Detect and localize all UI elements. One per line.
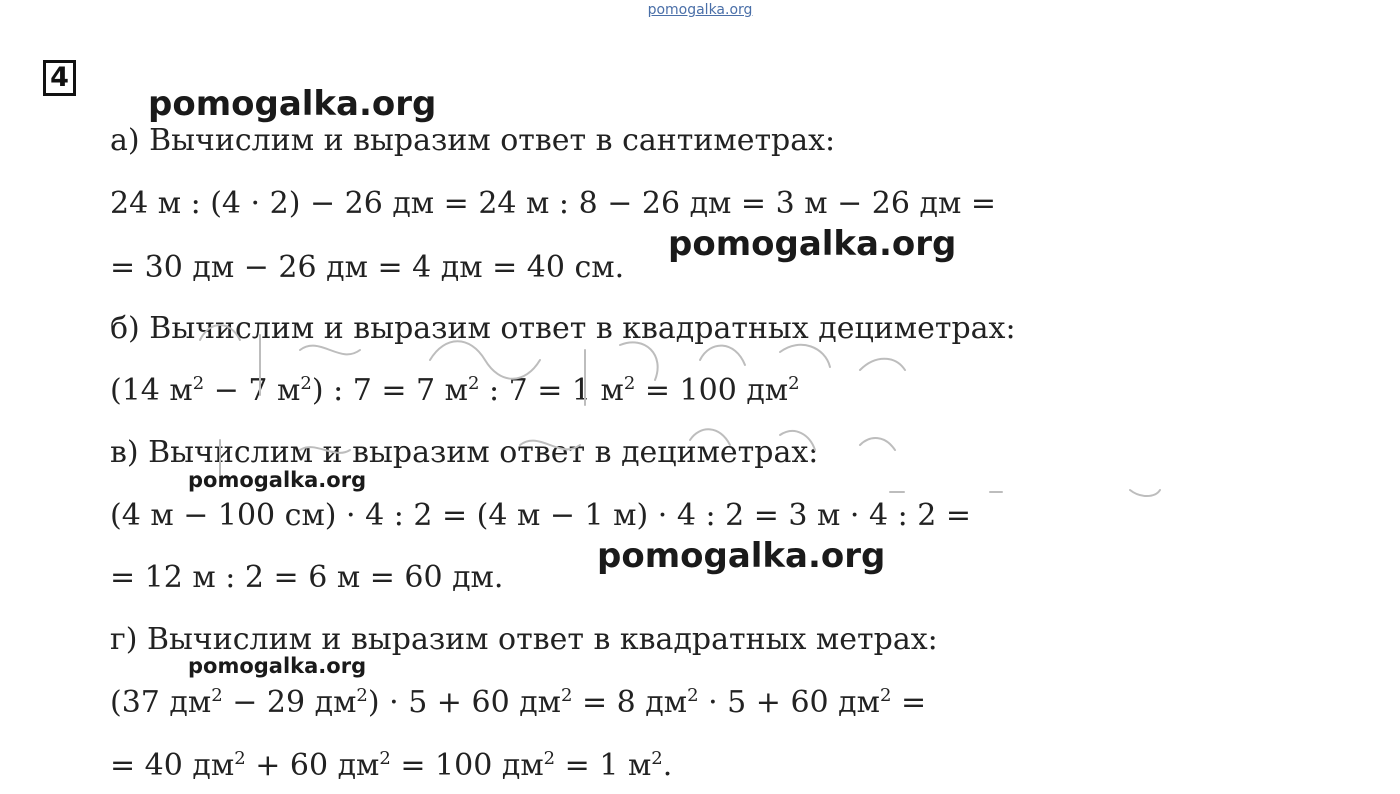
exponent: 2 (356, 685, 368, 706)
part-v-equation-2: = 12 м : 2 = 6 м = 60 дм. (110, 560, 504, 595)
part-v-equation-1: (4 м − 100 см) · 4 : 2 = (4 м − 1 м) · 4 : 2 = 3 м · 4 : 2 = (110, 498, 971, 533)
part-g-equation-1 (110, 685, 927, 720)
formula-text: − 7 м (204, 373, 301, 408)
exponent: 2 (651, 748, 663, 769)
part-g-equation-2 (110, 748, 673, 783)
part-b-title: б) Вычислим и выразим ответ в квадратных дециметрах: (110, 311, 1016, 346)
watermark: pomogalka.org (188, 468, 367, 492)
formula-text: . (662, 748, 673, 783)
exponent: 2 (379, 748, 391, 769)
formula-text: ) : 7 = 7 м (311, 373, 468, 408)
formula-text: (37 дм (110, 685, 212, 720)
exponent: 2 (543, 748, 556, 769)
formula-text: ) · 5 + 60 дм (367, 685, 561, 720)
formula-text: = 40 дм (110, 748, 235, 783)
watermark: pomogalka.org (597, 536, 886, 576)
exponent: 2 (211, 685, 223, 706)
watermark: pomogalka.org (188, 654, 367, 678)
exponent: 2 (300, 373, 312, 394)
part-v-title: в) Вычислим и выразим ответ в дециметрах: (110, 435, 819, 470)
exponent: 2 (623, 373, 636, 394)
exponent: 2 (234, 748, 246, 769)
formula-text: = 100 дм (390, 748, 544, 783)
part-a-equation-1: 24 м : (4 · 2) − 26 дм = 24 м : 8 − 26 дм = 3 м − 26 дм = (110, 186, 996, 221)
formula-text: + 60 дм (245, 748, 380, 783)
formula-text: : 7 = 1 м (479, 373, 624, 408)
part-b-equation (110, 373, 800, 408)
exponent: 2 (467, 373, 480, 394)
formula-text: = 100 дм (635, 373, 789, 408)
exponent: 2 (192, 373, 205, 394)
exponent: 2 (788, 373, 800, 394)
formula-text: − 29 дм (222, 685, 357, 720)
source-link[interactable]: pomogalka.org (647, 2, 753, 18)
part-a-title: а) Вычислим и выразим ответ в сантиметрах: (110, 123, 836, 158)
exponent: 2 (687, 685, 699, 706)
formula-text: = 1 м (555, 748, 652, 783)
formula-text: = 8 дм (572, 685, 688, 720)
watermark: pomogalka.org (148, 84, 437, 124)
formula-text: = (891, 685, 927, 720)
task-number-box: 4 (43, 60, 76, 96)
exponent: 2 (879, 685, 892, 706)
part-a-equation-2: = 30 дм − 26 дм = 4 дм = 40 см. (110, 250, 625, 285)
formula-text: (14 м (110, 373, 193, 408)
formula-text: · 5 + 60 дм (698, 685, 880, 720)
watermark: pomogalka.org (668, 224, 957, 264)
exponent: 2 (561, 685, 573, 706)
part-g-title: г) Вычислим и выразим ответ в квадратных метрах: (110, 622, 938, 657)
